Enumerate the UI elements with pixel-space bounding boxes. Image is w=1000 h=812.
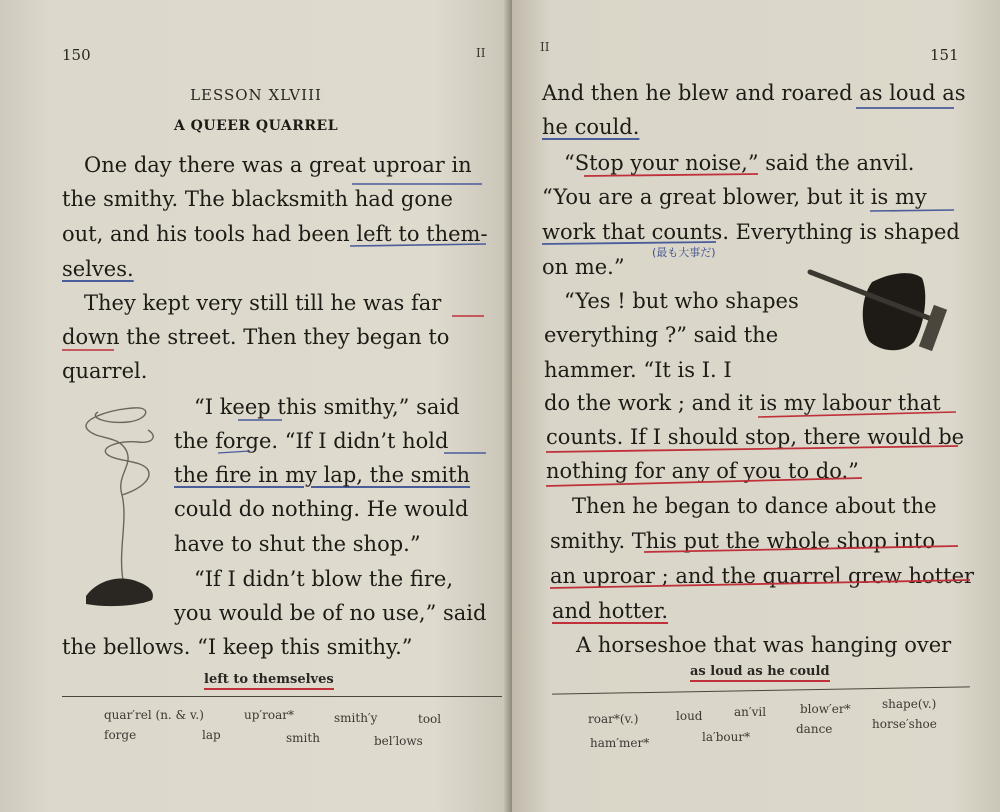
text-line: the forge. “If I didn’t hold	[174, 429, 449, 453]
text-line: out, and his tools had been left to them-	[62, 222, 488, 246]
text-line: selves.	[62, 257, 134, 281]
text-line: and hotter.	[552, 599, 669, 623]
vocab-word: lap	[202, 728, 221, 742]
right-page	[512, 0, 1000, 812]
text-line: counts. If I should stop, there would be	[546, 425, 965, 449]
text-line: “Yes ! but who shapes	[564, 289, 799, 313]
text-line: on me.”	[542, 255, 625, 279]
handwritten-note: (最も大事だ)	[652, 246, 716, 259]
text-line: the fire in my lap, the smith	[174, 463, 471, 487]
page-number: 151	[930, 46, 959, 64]
text-line: quarrel.	[62, 359, 148, 383]
vocab-word: up′roar*	[244, 708, 294, 722]
forge-smoke-illustration	[78, 400, 168, 620]
vocab-word: la′bour*	[702, 730, 751, 744]
vocab-word: horse′shoe	[872, 717, 937, 731]
divider	[62, 696, 502, 697]
vocab-word: smith	[286, 731, 320, 745]
vocab-word: ham′mer*	[590, 736, 650, 750]
text-line: work that counts. Everything is shaped	[542, 220, 960, 244]
section-mark: II	[540, 40, 550, 54]
text-line: A horseshoe that was hanging over	[576, 633, 952, 657]
text-line: an uproar ; and the quarrel grew hotter	[550, 564, 975, 588]
vocab-word: shape(v.)	[882, 697, 937, 711]
text-line: everything ?” said the	[544, 323, 779, 347]
text-line: nothing for any of you to do.”	[546, 459, 859, 483]
text-line: the smithy. The blacksmith had gone	[62, 187, 453, 211]
vocab-word: quar′rel (n. & v.)	[104, 708, 204, 722]
text-line: “You are a great blower, but it is my	[542, 185, 927, 209]
footnote-phrase: left to themselves	[204, 672, 334, 690]
text-line: One day there was a great uproar in	[84, 153, 472, 177]
text-line: have to shut the shop.”	[174, 532, 421, 556]
text-line: could do nothing. He would	[174, 497, 469, 521]
text-line: “Stop your noise,” said the anvil.	[564, 151, 915, 175]
text-line: down the street. Then they began to	[62, 325, 450, 349]
hammer-illustration	[802, 262, 962, 362]
text-line: do the work ; and it is my labour that	[544, 391, 941, 415]
section-mark: II	[476, 46, 486, 60]
vocab-word: smith′y	[334, 711, 378, 725]
story-title: A QUEER QUARREL	[173, 118, 339, 134]
vocab-word: bel′lows	[374, 734, 423, 748]
vocab-word: dance	[796, 722, 833, 736]
text-line: And then he blew and roared as loud as	[542, 81, 966, 105]
text-line: you would be of no use,” said	[174, 601, 487, 625]
vocab-word: forge	[104, 728, 137, 742]
vocab-word: an′vil	[734, 705, 767, 719]
text-line: They kept very still till he was far	[84, 291, 442, 315]
text-line: “I keep this smithy,” said	[194, 395, 460, 419]
vocab-word: tool	[418, 712, 442, 726]
text-line: smithy. This put the whole shop into	[550, 529, 935, 553]
lesson-heading: LESSON XLVIII	[190, 86, 322, 104]
vocab-word: loud	[676, 709, 703, 723]
vocab-word: roar*(v.)	[588, 712, 639, 726]
page-number: 150	[62, 46, 91, 64]
footnote-phrase: as loud as he could	[690, 664, 830, 682]
text-line: he could.	[542, 115, 640, 139]
text-line: hammer. “It is I. I	[544, 358, 732, 382]
text-line: “If I didn’t blow the fire,	[194, 567, 454, 591]
text-line: the bellows. “I keep this smithy.”	[62, 635, 413, 659]
vocab-word: blow′er*	[800, 702, 851, 716]
text-line: Then he began to dance about the	[572, 494, 937, 518]
